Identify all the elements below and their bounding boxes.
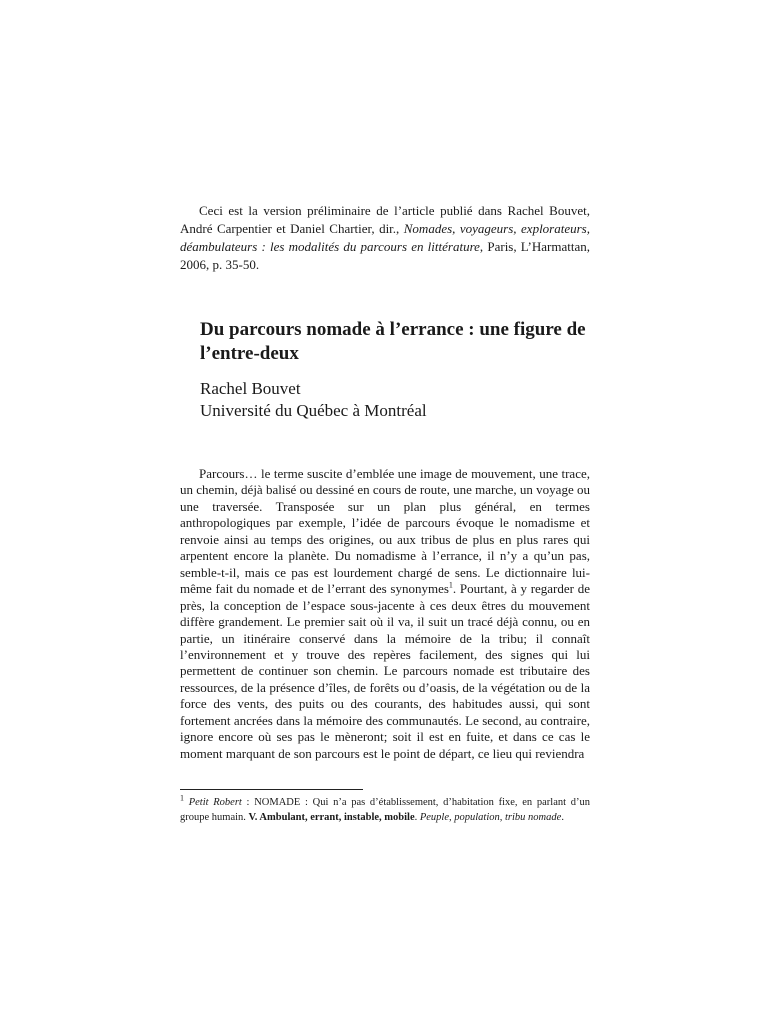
- preliminary-note: [180, 202, 590, 274]
- footnote-usage: Peuple, population, tribu nomade: [419, 811, 562, 823]
- author-affiliation: Université du Québec à Montréal: [200, 401, 427, 420]
- article-title: Du parcours nomade à l’errance : une figure de l’entre-deux: [200, 319, 586, 364]
- footnote-definition: : NOMADE : Qui n’a pas d’établissement, d’habitation fixe, en parlant d’un groupe humain.: [180, 797, 591, 823]
- note-publication: , Paris, L’Harmattan, 2006, p. 35-50.: [180, 239, 590, 272]
- preliminary-note-block: [180, 202, 590, 274]
- note-text: Ceci est la version préliminaire de l’article publié dans Rachel Bouvet, André Carpentier et Daniel Chartier, dir.,: [180, 203, 590, 236]
- body-text-1: Parcours… le terme suscite d’emblée une image de mouvement, une trace, un chemin, déjà balisé ou dessiné en cours de route, une marche, un voyage ou une traversée. Transposée sur un plan plus général, en termes anthropologiques par exemple, l’idée de parcours évoque le nomadisme et renvoie ainsi au temps des origines, ou aux tribus de plus en plus rares qui arpentent encore la planète. Du nomadisme à l’errance, il n’y a qu’un pas, semble-t-il, mais ce pas est lourdement chargé de sens. Le dictionnaire lui-même fait du nomade et de l’errant des synonymes: [180, 466, 590, 597]
- author-block: [200, 378, 600, 422]
- footnote-source: Petit Robert: [188, 797, 242, 808]
- body-paragraph: [180, 466, 590, 762]
- footnote: [180, 793, 591, 825]
- footnote-reference[interactable]: 1: [448, 580, 453, 590]
- footnote-number: 1: [180, 793, 184, 803]
- book-title: Nomades, voyageurs, explorateurs, déambulateurs : les modalités du parcours en littérature: [180, 221, 590, 254]
- footnote-separator: [180, 789, 363, 790]
- footnote-separator-text: .: [414, 811, 420, 823]
- author-name: Rachel Bouvet: [200, 379, 301, 398]
- footnote-end: .: [561, 811, 564, 823]
- footnote-synonyms: V. Ambulant, errant, instable, mobile: [248, 811, 415, 823]
- body-text-2: . Pourtant, à y regarder de près, la conception de l’espace sous-jacente à ces deux êtres du mouvement diffère grandement. Le premier sait où il va, il suit un tracé déjà connu, ou en partie, un itinéraire conservé dans la mémoire de la tribu; il connaît l’environnement et y trouve des repères facilement, des signes qui lui permettent de continuer son chemin. Le parcours nomade est tributaire des ressources, de la présence d’îles, de forêts ou d’oasis, de la végétation ou de la force des vents, des puits ou des courants, des habitudes aussi, qui sont fortement ancrées dans la mémoire des communautés. Le second, au contraire, ignore encore où ses pas le mèneront; soit il est en fuite, et dans ce cas le moment marquant de son parcours est le point de départ, ce lieu qui reviendra: [180, 581, 590, 761]
